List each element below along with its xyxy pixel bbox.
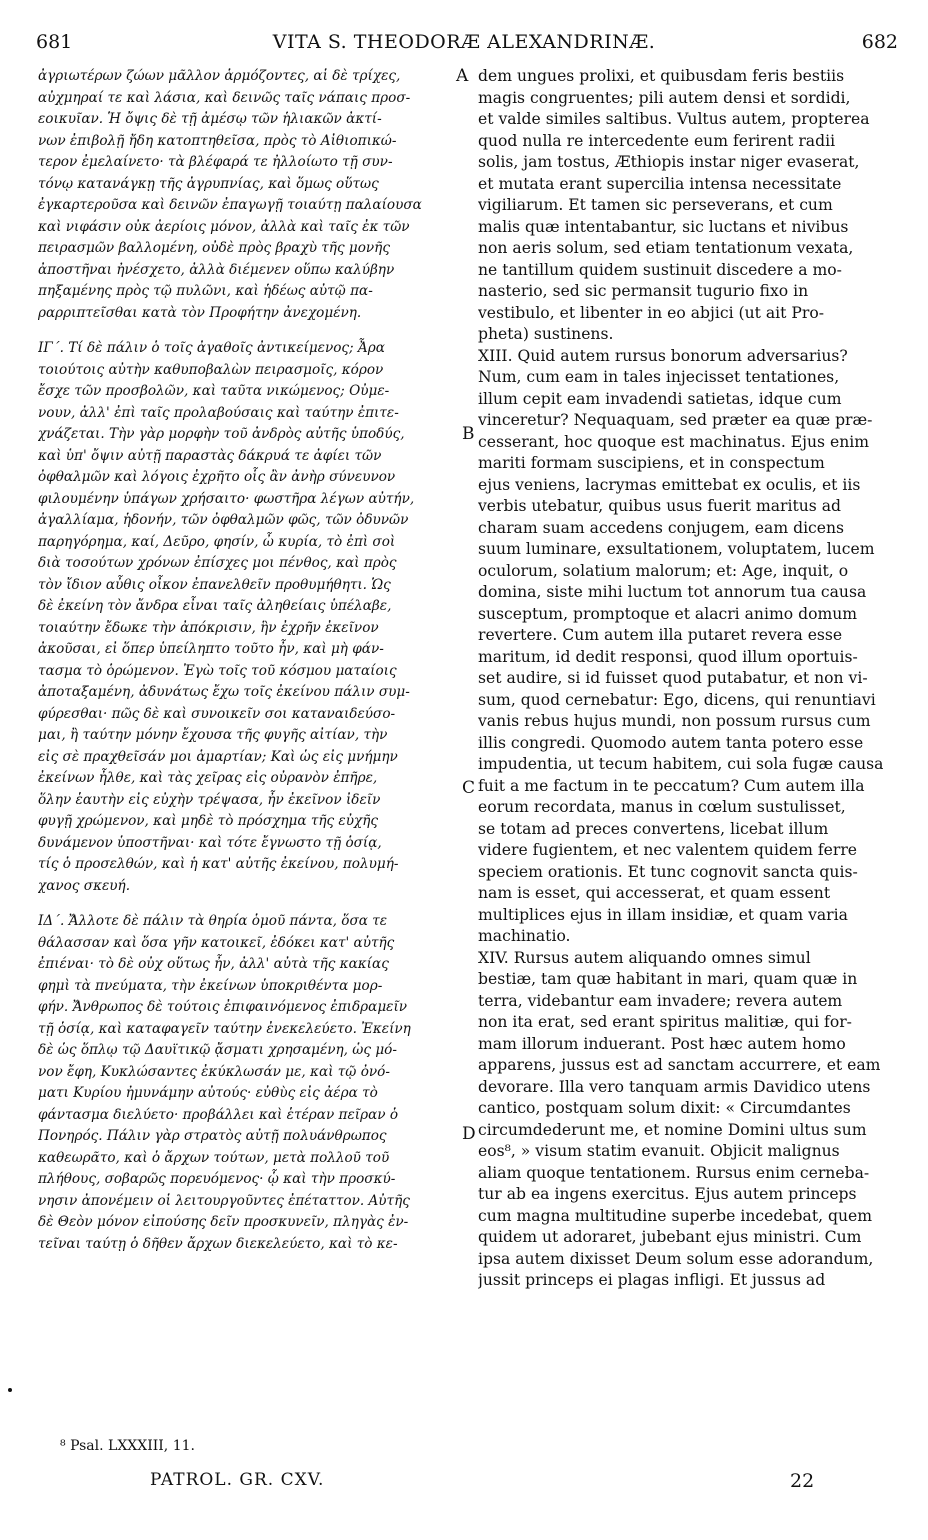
greek-text-line: ΙΔ΄. Ἄλλοτε δὲ πάλιν τὰ θηρία ὁμοῦ πάντα, ὅσα τε <box>38 913 388 929</box>
latin-text-line: bestiæ, tam quæ habitant in mari, quam quæ in <box>478 970 858 988</box>
greek-text-line: αὐχμηραί τε καὶ λάσια, καὶ δεινῶς ταῖς νάπαις προσ- <box>38 89 411 106</box>
latin-text-line: impudentia, ut tecum habitem, cui sola fugæ causa <box>478 755 884 773</box>
latin-text-line: eos⁸, » visum statim evanuit. Objicit malignus <box>478 1142 840 1160</box>
running-title: VITA S. THEODORÆ ALEXANDRINÆ. <box>272 31 656 53</box>
latin-text-line: illum cepit eam invadendi satietas, idque cum <box>478 389 842 408</box>
latin-text-line: ejus veniens, lacrymas emittebat ex oculis, et iis <box>478 475 861 494</box>
latin-text-line: sum, quod cernebatur: Ego, dicens, qui renuntiavi <box>478 690 876 709</box>
greek-text-line: ἀποστῆναι ἠνέσχετο, ἀλλὰ διέμενεν οὕπω καλύβην <box>38 261 395 278</box>
latin-text-line: nam is esset, qui accesserat, et quam essent <box>478 884 831 902</box>
greek-text-line: καὶ ὑπ' ὄψιν αὐτῇ παραστὰς δάκρυά τε ἀφίει τῶν <box>38 447 382 464</box>
latin-text-line: ipsa autem dixisset Deum solum esse adorandum, <box>478 1249 874 1268</box>
latin-text-line: non aeris solum, sed etiam tentationum vexata, <box>478 239 854 257</box>
latin-text-line: terra, videbantur eam invadere; revera autem <box>478 991 843 1010</box>
greek-text-line: φυγῇ χρώμενον, καὶ μηδὲ τὸ πρόσχημα τῆς εὐχῆς <box>38 813 378 829</box>
greek-column <box>38 66 458 1255</box>
latin-text-line: cantico, postquam solum dixit: « Circumdantes <box>478 1099 851 1117</box>
latin-text-line: apparens, jussus est ad sanctam accurrere, et eam <box>478 1056 881 1074</box>
latin-text-line: suum luminare, exsultationem, voluptatem, lucem <box>478 540 875 558</box>
paragraph-gap <box>38 324 458 338</box>
greek-text-line: δυνάμενον ὑποστῆναι· καὶ τότε ἔγνωστο τῇ ὁσίᾳ, <box>38 834 382 851</box>
latin-text-line: charam suam accedens conjugem, eam dicens <box>478 518 845 537</box>
greek-text-line: φάντασμα διελύετο· προβάλλει καὶ ἑτέραν πεῖραν ὁ <box>38 1106 399 1123</box>
margin-marker-c: C <box>462 778 476 798</box>
greek-text-line: ἀγριωτέρων ζώων μᾶλλον ἁρμόζοντες, αἱ δὲ τρίχες, <box>38 68 401 84</box>
latin-text-line: tur ab ea ingens exercitus. Ejus autem princeps <box>478 1185 857 1203</box>
greek-text-line: εἰς σὲ πραχθεῖσάν μοι ἁμαρτίαν; Καὶ ὡς εἰς μνήμην <box>38 748 398 765</box>
latin-text-line: verbis utebatur, quibus usus fuerit maritus ad <box>478 497 842 515</box>
greek-text-line: ὀφθαλμῶν καὶ λόγοις ἐχρῆτο οἷς ἂν ἀνὴρ σύνευνον <box>38 469 396 485</box>
latin-text-line: dem ungues prolixi, et quibusdam feris bestiis <box>478 67 845 85</box>
greek-text-line: καθεωρᾶτο, καὶ ὁ ἄρχων τούτων, μετὰ πολλοῦ τοῦ <box>38 1149 390 1166</box>
greek-text-line: ἐπιέναι· τὸ δὲ οὐχ οὕτως ἦν, ἀλλ' αὐτὰ τῆς κακίας <box>38 956 389 972</box>
signature-mark: PATROL. GR. CXV. <box>150 1470 325 1490</box>
latin-text-line: cum magna multitudine superbe incedebat, quem <box>478 1206 873 1225</box>
latin-text-line: eorum recordata, manus in cœlum sustulisset, <box>478 798 846 816</box>
greek-text-line: μαι, ἢ ταύτην μόνην ἔχουσα τῆς φυγῆς αἰτίαν, τὴν <box>38 727 388 743</box>
margin-marker-b: B <box>462 424 475 444</box>
greek-text-line: καὶ νιφάσιν οὐκ ἀερίοις μόνον, ἀλλὰ καὶ ταῖς ἐκ τῶν <box>38 218 410 235</box>
latin-text-line: solis, jam tostus, Æthiopis instar niger evaserat, <box>478 153 860 171</box>
latin-text-line: vanis rebus hujus mundi, non possum rursus cum <box>478 712 871 730</box>
latin-text-line: fuit a me factum in te peccatum? Cum autem illa <box>478 776 865 795</box>
latin-text-line: et mutata erant supercilia intensa necessitate <box>478 174 842 193</box>
latin-text-line: quidem ut adoraret, jubebant ejus ministri. Cum <box>478 1228 862 1246</box>
latin-text-line: multiplices ejus in illam insidiæ, et quam varia <box>478 905 848 924</box>
latin-text-line: maritum, id dedit responsi, quod illum oportuis- <box>478 647 858 666</box>
greek-text-line: τερον ἐμελαίνετο· τὰ βλέφαρά τε ἠλλοίωτο τῇ συν- <box>38 154 393 170</box>
greek-text-line: νησιν ἀπονέμειν οἱ λειτουργοῦντες ἐπέταττον. Αὐτῆς <box>38 1192 410 1209</box>
latin-text-line: speciem orationis. Et tunc cognovit sancta quis- <box>478 862 858 881</box>
greek-text-line: νον ἔφη, Κυκλώσαντες ἐκύκλωσάν με, καὶ τῷ ὀνό- <box>38 1063 390 1080</box>
stray-mark <box>8 1388 12 1392</box>
greek-text-line: τίς ὁ προσελθών, καὶ ἡ κατ' αὐτῆς ἐκείνου, πολυμή- <box>38 856 399 872</box>
right-page-number: 682 <box>861 31 898 53</box>
margin-marker-d: D <box>462 1124 476 1144</box>
greek-text-line: ἐκείνων ἦλθε, καὶ τὰς χεῖρας εἰς οὐρανὸν ἐπῆρε, <box>38 770 378 786</box>
greek-text-line: πειρασμῶν βαλλομένη, οὐδὲ πρὸς βραχὺ τῆς μονῆς <box>38 240 390 256</box>
greek-text-line: φιλουμένην ὑπάγων χρήσαιτο· φωστῆρα λέγων αὐτήν, <box>38 490 415 507</box>
greek-text-line: παρηγόρημα, καί, Δεῦρο, φησίν, ὦ κυρία, τὸ ἐπὶ σοὶ <box>38 533 396 550</box>
greek-text-line: ἔσχε τῶν προσβολῶν, καὶ ταῦτα νικώμενος; Οὐμε- <box>38 383 390 399</box>
greek-text-line: ἀποταξαμένη, ἀδυνάτως ἔχω τοῖς ἐκείνου πάλιν συμ- <box>38 684 410 700</box>
greek-text-line: δὲ ἐκείνη τὸν ἄνδρα εἶναι ταῖς ἀληθείαις ὑπέλαβε, <box>38 598 392 614</box>
greek-text-line: τεῖναι ταύτῃ ὁ δῆθεν ἄρχων διεκελεύετο, καὶ τὸ κε- <box>38 1235 398 1252</box>
latin-text-line: revertere. Cum autem illa putaret revera esse <box>478 626 843 644</box>
latin-text-line: Num, cum eam in tales injecisset tentationes, <box>478 368 840 386</box>
greek-text-line: χανος σκευή. <box>38 877 131 894</box>
latin-text-line: videre fugientem, et nec valentem quidem ferre <box>478 841 858 859</box>
greek-text-line: διὰ τοσούτων χρόνων ἐπίσχες μοι πένθος, καὶ πρὸς <box>38 555 397 571</box>
margin-marker-a: A <box>456 66 469 86</box>
latin-text-line: se totam ad preces convertens, licebat illum <box>478 819 829 838</box>
left-page-number: 681 <box>36 31 73 53</box>
latin-text-line: XIII. Quid autem rursus bonorum adversarius? <box>478 346 848 365</box>
latin-text-line: oculorum, solatium malorum; et: Age, inquit, o <box>478 561 849 580</box>
greek-text-line: ἐγκαρτεροῦσα καὶ δεινῶν ἐπαγωγῇ τοιαύτῃ παλαίουσα <box>38 197 422 213</box>
greek-text-line: Πονηρός. Πάλιν γὰρ στρατὸς αὐτῇ πολυάνθρωπος <box>38 1128 387 1144</box>
latin-text-line: set audire, si id fuisset quod putabatur, et non vi- <box>478 669 868 687</box>
greek-text-line: ΙΓ΄. Τί δὲ πάλιν ὁ τοῖς ἀγαθοῖς ἀντικείμενος; Ἆρα <box>38 340 385 356</box>
greek-text-line: ὅλην ἑαυτὴν εἰς εὐχὴν τρέψασα, ἦν ἐκεῖνον ἰδεῖν <box>38 791 381 808</box>
greek-text-line: φύρεσθαι· πῶς δὲ καὶ συνοικεῖν σοι καταναιδεύσο- <box>38 705 396 722</box>
latin-text-line: aliam quoque tentationem. Rursus enim cerneba- <box>478 1163 870 1182</box>
greek-text-line: χνάζεται. Τὴν γὰρ μορφὴν τοῦ ἀνδρὸς αὐτῆς ὑποδύς, <box>38 426 405 442</box>
latin-text-line: quod nulla re intercedente eum ferirent radii <box>478 131 836 150</box>
greek-text-line: τὸν ἴδιον αὖθις οἶκον ἐπανελθεῖν προθυμήθητι. Ὡς <box>38 576 391 593</box>
latin-text-line: ne tantillum quidem sustinuit discedere a mo- <box>478 260 842 279</box>
latin-column <box>478 66 892 1292</box>
latin-text-line: domina, siste mihi luctum tot annorum tua causa <box>478 583 867 601</box>
latin-text-line: susceptum, promptoque et alacri animo domum <box>478 604 858 623</box>
greek-text-line: εοικυῖαν. Ἡ ὄψις δὲ τῇ ἀμέσῳ τῶν ἡλιακῶν ἀκτί- <box>38 111 382 127</box>
latin-text-line: pheta) sustinens. <box>478 325 614 343</box>
greek-text-line: τῇ ὁσίᾳ, καὶ καταφαγεῖν ταύτην ἐνεκελεύετο. Ἐκείνη <box>38 1020 411 1037</box>
latin-text-line: vinceretur? Nequaquam, sed præter ea quæ præ- <box>478 411 873 429</box>
sheet-number: 22 <box>790 1470 815 1492</box>
greek-text-line: νουν, ἀλλ' ἐπὶ ταῖς προλαβούσαις καὶ ταύτην ἐπιτε- <box>38 404 399 421</box>
latin-text-line: illis congredi. Quomodo autem tanta potero esse <box>478 733 864 752</box>
latin-text-line: malis quæ intentabantur, sic luctans et nivibus <box>478 217 849 236</box>
greek-text-line: ματι Κυρίου ἠμυνάμην αὐτούς· εὐθὺς εἰς ἀέρα τὸ <box>38 1085 378 1101</box>
footnote: ⁸ Psal. LXXXIII, 11. <box>60 1438 195 1454</box>
latin-text-line: jussit princeps ei plagas infligi. Et jussus ad <box>478 1271 826 1289</box>
latin-text-line: vestibulo, et libenter in eo abjici (ut ait Pro- <box>478 303 824 322</box>
latin-text-line: devorare. Illa vero tanquam armis Davidico utens <box>478 1077 871 1096</box>
greek-text-line: πηξαμένης πρὸς τῷ πυλῶνι, καὶ ἡδέως αὐτῷ πα- <box>38 283 373 299</box>
greek-text-line: θάλασσαν καὶ ὅσα γῆν κατοικεῖ, ἐδόκει κατ' αὐτῆς <box>38 934 395 951</box>
greek-text-line: τοιαύτην ἔδωκε τὴν ἀπόκρισιν, ἣν ἐχρῆν ἐκεῖνον <box>38 619 379 636</box>
latin-text-line: cesserant, hoc quoque est machinatus. Ejus enim <box>478 432 870 451</box>
greek-text-line: πλήθους, σοβαρῶς πορευόμενος· ᾧ καὶ τὴν προσκύ- <box>38 1171 396 1187</box>
latin-text-line: magis congruentes; pili autem densi et sordidi, <box>478 88 851 107</box>
greek-text-line: φήν. Ἄνθρωπος δὲ τούτοις ἐπιφαινόμενος ἐπιδραμεῖν <box>38 999 408 1015</box>
greek-text-line: ἀγαλλίαμα, ἡδονήν, τῶν ὀφθαλμῶν φῶς, τῶν ὀδυνῶν <box>38 512 409 528</box>
latin-text-line: mam illorum induerant. Post hæc autem homo <box>478 1034 846 1053</box>
greek-text-line: τασμα τὸ ὁρώμενον. Ἐγὼ τοῖς τοῦ κόσμου ματαίοις <box>38 662 397 679</box>
latin-text-line: vigiliarum. Et tamen sic perseverans, et cum <box>478 196 833 214</box>
latin-text-line: mariti formam suscipiens, et in conspectum <box>478 454 825 472</box>
greek-text-line: τόνῳ κατανάγκῃ τῆς ἀγρυπνίας, καὶ ὅμως οὕτως <box>38 175 379 192</box>
greek-text-line: δὲ Θεὸν μόνον εἰπούσης δεῖν προσκυνεῖν, πληγὰς ἐν- <box>38 1214 409 1230</box>
latin-text-line: machinatio. <box>478 927 571 945</box>
paragraph-gap <box>38 897 458 911</box>
greek-text-line: δὲ ὡς ὅπλῳ τῷ Δαυϊτικῷ ᾄσματι χρησαμένη, ὡς μό- <box>38 1042 397 1058</box>
latin-text-line: XIV. Rursus autem aliquando omnes simul <box>478 948 811 967</box>
greek-text-line: τοιούτοις αὐτὴν καθυποβαλὼν πειρασμοῖς, κόρον <box>38 361 384 378</box>
greek-text-line: ραρριπτεῖσθαι κατὰ τὸν Προφήτην ἀνεχομένη. <box>38 304 362 321</box>
greek-text-line: φημὶ τὰ πνεύματα, τὴν ἐκείνων ὑποκριθέντα μορ- <box>38 977 383 994</box>
latin-text-line: et valde similes saltibus. Vultus autem, propterea <box>478 110 870 128</box>
latin-text-line: non ita erat, sed erant spiritus malitiæ, qui for- <box>478 1013 852 1031</box>
latin-text-line: nasterio, sed sic permansit tugurio fixo in <box>478 282 809 300</box>
greek-text-line: νων ἐπιβολῇ ἤδη κατοπτηθεῖσα, πρὸς τὸ Αἰθιοπικώ- <box>38 132 397 149</box>
latin-text-line: circumdederunt me, et nomine Domini ultus sum <box>478 1120 867 1139</box>
greek-text-line: ἀκοῦσαι, εἰ ὅπερ ὑπείληπτο τοῦτο ἦν, καὶ μὴ φάν- <box>38 641 384 657</box>
